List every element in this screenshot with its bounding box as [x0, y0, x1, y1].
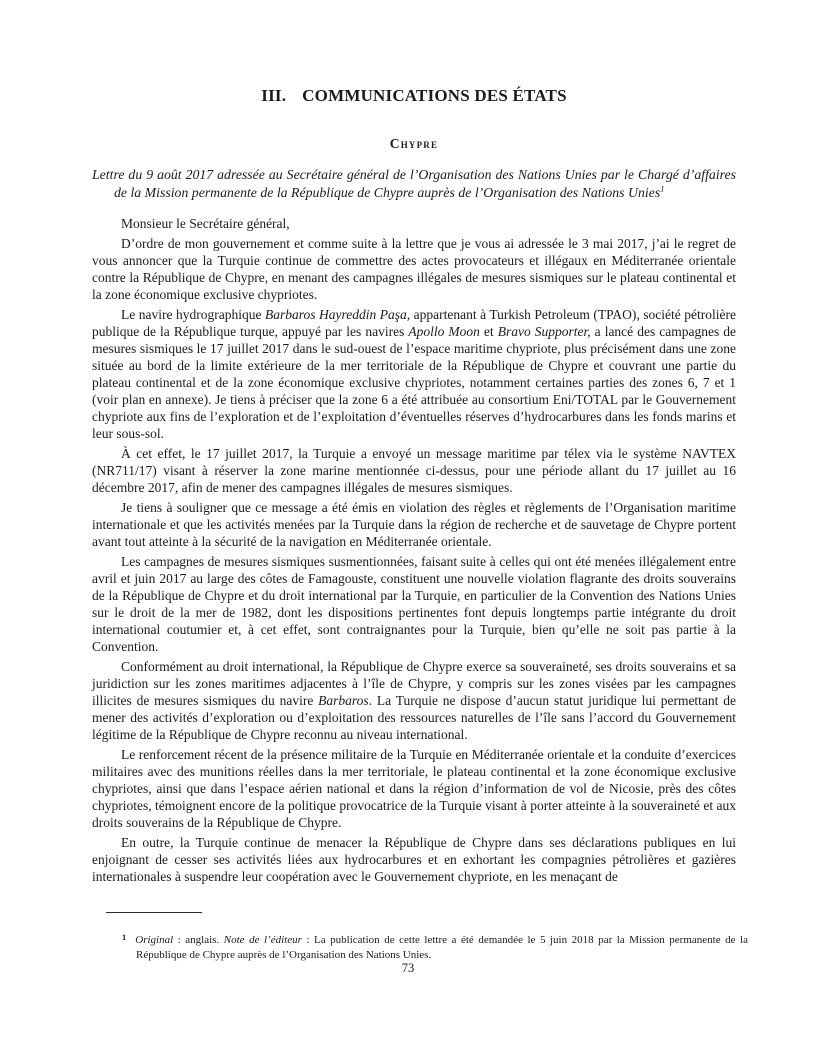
footnote-separator-rule: [106, 912, 202, 913]
section-title-text: COMMUNICATIONS DES ÉTATS: [302, 86, 567, 105]
letter-body: [92, 215, 736, 885]
body-paragraph: Le renforcement récent de la présence militaire de la Turquie en Méditerranée orientale et la conduite d’exercices militaires avec des munitions réelles dans la mer territoriale, le plateau continental et la zone économique exclusive chypriotes, ainsi que dans l’espace aérien national et dans la région d’information de vol de Nicosie, près des côtes chypriotes, témoignent encore de la politique provocatrice de la Turquie visant à porter atteinte à la souveraineté et aux droits souverains de la République de Chypre.: [92, 747, 736, 830]
body-paragraph: Je tiens à souligner que ce message a été émis en violation des règles et règlements de l’Organisation maritime internationale et que les activités menées par la Turquie dans la région de recherche et de sauvetage de Chypre portent avant tout atteinte à la sécurité de la navigation en Méditerranée orientale.: [92, 500, 736, 549]
body-paragraph: Les campagnes de mesures sismiques susmentionnées, faisant suite à celles qui ont été menées illégalement entre avril et juin 2017 au large des côtes de Famagouste, constituent une nouvelle violation flagrante des droits souverains de la République de Chypre et du droit international par la Turquie, en particulier de la Convention des Nations Unies sur le droit de la mer de 1982, dont les dispositions pertinentes font depuis longtemps partie intégrante du droit international coutumier et, à cet effet, sont contraignantes pour la Turquie, bien qu’elle ne soit pas partie à la Convention.: [92, 554, 736, 654]
footnote-marker: 1: [122, 932, 127, 942]
body-paragraph: D’ordre de mon gouvernement et comme suite à la lettre que je vous ai adressée le 3 mai 2017, j’ai le regret de vous annoncer que la Turquie continue de commettre des actes provocateurs et illégaux en Méditerranée orientale contre la République de Chypre, en menant des campagnes illégales de mesures sismiques sur le plateau continental et la zone économique exclusive chypriotes.: [92, 236, 736, 302]
country-heading: Chypre: [389, 136, 439, 151]
section-title: [92, 86, 736, 106]
footnote-text: Original : anglais. Note de l’éditeur : La publication de cette lettre a été demandée le 5 juin 2018 par la Mission permanente de la République de Chypre auprès de l’Organisation des Nations Unies.: [135, 934, 748, 961]
footnote: [122, 930, 748, 963]
body-paragraph: Conformément au droit international, la République de Chypre exerce sa souveraineté, ses droits souverains et sa juridiction sur les zones maritimes adjacentes à l’île de Chypre, y compris sur les zones visées par les campagnes illicites de mesures sismiques du navire Barbaros. La Turquie ne dispose d’aucun statut juridique lui permettant de mener des activités d’exploration ou d’exploitation des ressources naturelles de l’île sans l’accord du Gouvernement légitime de la République de Chypre reconnu au niveau international.: [92, 659, 736, 742]
letter-heading: Lettre du 9 août 2017 adressée au Secrétaire général de l’Organisation des Nations Unies par le Chargé d’affaires de la Mission permanente de la République de Chypre auprès de l’Organisation des Nations Unies$^1$: [92, 167, 736, 200]
salutation-paragraph: Monsieur le Secrétaire général,: [121, 216, 290, 231]
body-paragraph: Le navire hydrographique Barbaros Hayreddin Paşa, appartenant à Turkish Petroleum (TPAO), société pétrolière publique de la République turque, appuyé par les navires Apollo Moon et Bravo Supporter, a lancé des campagnes de mesures sismiques le 17 juillet 2017 dans le sud-ouest de l’espace maritime chypriote, plus précisément dans une zone située au bord de la limite extérieure de la mer territoriale de la République de Chypre et couvrant une partie du plateau continental et de la zone économique exclusive chypriotes, notamment certaines parties des zones 6, 7 et 1 (voir plan en annexe). Je tiens à préciser que la zone 6 a été attribuée au consortium Eni/TOTAL par le Gouvernement chypriote aux fins de l’exploration et de l’exploitation d’éventuelles réserves d’hydrocarbures dans les fonds marins et leur sous-sol.: [92, 307, 736, 441]
body-paragraph: En outre, la Turquie continue de menacer la République de Chypre dans ses déclarations publiques en lui enjoignant de cesser ses activités liées aux hydrocarbures et en exhortant les compagnies pétrolières et gazières internationales à suspendre leur coopération avec le Gouvernement chypriote, en les menaçant de: [92, 835, 736, 884]
text-column: [92, 86, 736, 888]
page-number: 73: [401, 961, 415, 975]
body-paragraph: À cet effet, le 17 juillet 2017, la Turquie a envoyé un message maritime par télex via le système NAVTEX (NR711/17) visant à réserver la zone marine mentionnée ci-dessus, pour une période allant du 17 juillet au 16 décembre 2017, afin de mener des campagnes illégales de mesures sismiques.: [92, 446, 736, 495]
section-number: III.: [261, 86, 287, 105]
